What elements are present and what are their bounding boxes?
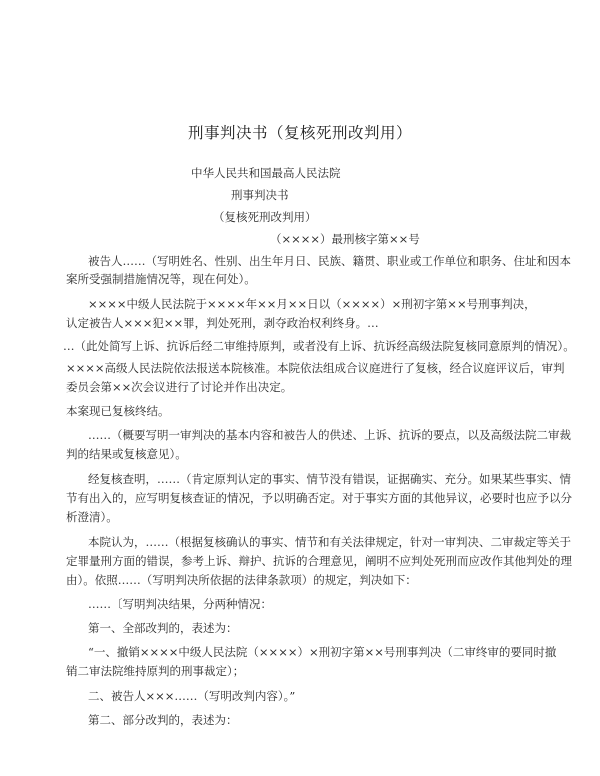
body-line: ……（概要写明一审判决的基本内容和被告人的供述、上诉、抗诉的要点，以及高级法院二审裁	[88, 428, 571, 442]
body-line: 由）。依照……（写明判决所依据的法律条款项）的规定，判决如下：	[66, 573, 417, 587]
body-line: 本案现已复核终结。	[66, 404, 170, 418]
body-line: 第二、部分改判的，表述为：	[88, 713, 238, 727]
case-number: （××××）最刑核字第××号	[270, 232, 420, 246]
body-line: 被告人……（写明姓名、性别、出生年月日、民族、籍贯、职业或工作单位和职务、住址和因本	[88, 254, 571, 268]
body-line: 第一、全部改判的，表述为：	[88, 621, 238, 635]
body-line: ……〔写明判决结果，分两种情况：	[88, 597, 272, 611]
body-line: 认定被告人×××犯××罪，判处死刑，剥夺政治权利终身。…	[66, 316, 379, 330]
body-line: “一、撤销××××中级人民法院（××××）×刑初字第××号刑事判决（二审终审的要同时撤	[88, 645, 557, 659]
body-line: …（此处简写上诉、抗诉后经二审维持原判，或者没有上诉、抗诉经高级法院复核同意原判的情况）。	[63, 339, 575, 353]
body-line: 定罪量刑方面的错误，参考上诉、辩护、抗诉的合理意见，阐明不应判处死刑而应改作其他判处的理	[66, 554, 572, 568]
body-line: 案所受强制措施情况等，现在何处）。	[66, 272, 256, 286]
body-line: 析澄清）。	[66, 510, 118, 524]
body-line: 本院认为，……（根据复核确认的事实、情节和有关法律规定，针对一审判决、二审裁定等关于	[88, 535, 571, 549]
body-line: 销二审法院维持原判的刑事裁定）；	[66, 664, 245, 678]
body-line: 二、被告人×××……（写明改判内容）。”	[88, 689, 296, 703]
document-title: 刑事判决书（复核死刑改判用）	[187, 124, 412, 142]
body-line: 委员会第××次会议进行了讨论并作出决定。	[66, 380, 293, 394]
court-name: 中华人民共和国最高人民法院	[191, 166, 341, 180]
body-line: 节有出入的，应写明复核查证的情况，予以明确否定。对于事实方面的其他异议，必要时也应予以分	[66, 491, 572, 505]
body-line: ××××中级人民法院于××××年××月××日以（××××）×刑初字第××号刑事判决，	[88, 297, 536, 311]
document-type: 刑事判决书	[231, 188, 289, 202]
body-line: 判的结果或复核意见）。	[66, 447, 187, 461]
document-subtitle: （复核死刑改判用）	[213, 210, 317, 224]
body-line: ××××高级人民法院依法报送本院核准。本院依法组成合议庭进行了复核，经合议庭评议后，审判	[66, 361, 565, 375]
body-line: 经复核查明，……（肯定原判认定的事实、情节没有错误，证据确实、充分。如果某些事实、情	[88, 472, 571, 486]
